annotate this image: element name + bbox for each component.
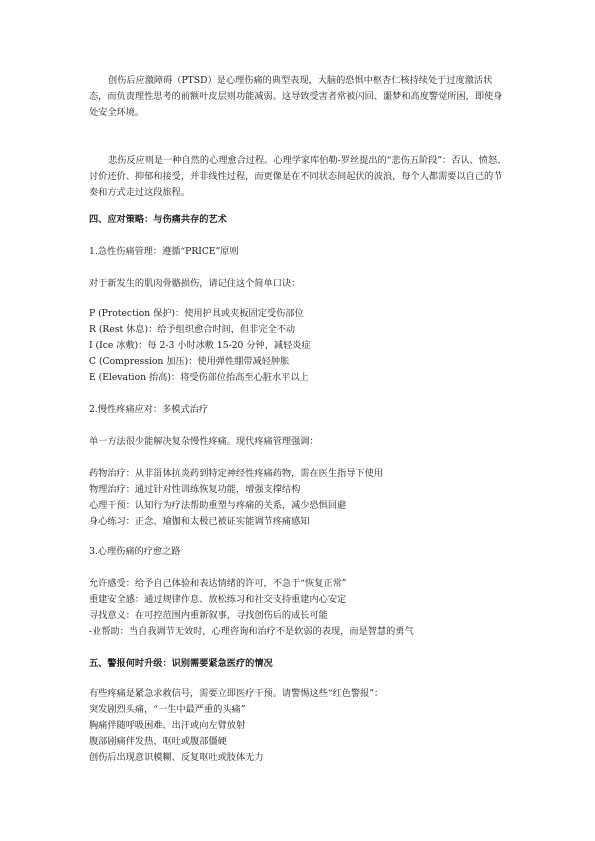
- list-item-healing-safety: 重建安全感：通过规律作息、放松练习和社交支持重建内心安定: [89, 594, 347, 605]
- list-item-price-e: E (Elevation 抬高)：将受伤部位抬高至心脏水平以上: [89, 372, 309, 383]
- subheading-chronic: 2.慢性疼痛应对：多模式治疗: [89, 404, 209, 415]
- subheading-healing: 3.心理伤痛的疗愈之路: [89, 546, 181, 557]
- chronic-intro: 单一方法很少能解决复杂慢性疼痛。现代疼痛管理强调：: [89, 436, 319, 447]
- list-item-price-c: C (Compression 加压)：使用弹性绷带减轻肿胀: [89, 356, 290, 367]
- paragraph-ptsd: 创伤后应激障碍（PTSD）是心理伤痛的典型表现，大脑的恐惧中枢杏仁核持续处于过度激活状态，而负责理性思考的前额叶皮层则功能减弱。这导致受害者常被闪回、噩梦和高度警觉所困，即使身处安全环境。: [89, 75, 503, 118]
- list-item-chronic-psych: 心理干预：认知行为疗法帮助重塑与疼痛的关系，减少恐惧回避: [89, 500, 347, 511]
- list-item-price-r: R (Rest 休息)：给予组织愈合时间，但非完全不动: [89, 324, 296, 335]
- list-item-price-i: I (Ice 冰敷)：每 2-3 小时冰敷 15-20 分钟，减轻炎症: [89, 340, 311, 351]
- list-item-chronic-physical: 物理治疗：通过针对性训练恢复功能，增强支撑结构: [89, 484, 301, 495]
- list-item-chronic-drug: 药物治疗：从非甾体抗炎药到特定神经性疼痛药物，需在医生指导下使用: [89, 468, 383, 479]
- list-item-alert-chest: 胸痛伴随呼吸困难、出汗或向左臂放射: [89, 720, 246, 731]
- list-item-alert-trauma: 创伤后出现意识模糊、反复呕吐或肢体无力: [89, 752, 264, 763]
- acute-intro: 对于新发生的肌肉骨骼损伤，请记住这个简单口诀：: [89, 278, 301, 289]
- list-item-healing-help: -业帮助：当自我调节无效时，心理咨询和治疗不是软弱的表现，而是智慧的勇气: [89, 626, 414, 637]
- list-item-healing-allow: 允许感受：给予自己体验和表达情绪的许可，不急于“恢复正常”: [89, 578, 347, 589]
- list-item-alert-abdomen: 腹部剧痛伴发热、呕吐或腹部僵硬: [89, 736, 227, 747]
- list-item-alert-headache: 突发剧烈头痛，“一生中最严重的头痛”: [89, 704, 246, 715]
- list-item-price-p: P (Protection 保护)：使用护具或夹板固定受伤部位: [89, 308, 304, 319]
- section-heading-4: 四、应对策略：与伤痛共存的艺术: [89, 214, 227, 225]
- section-heading-5: 五、警报何时升级：识别需要紧急医疗的情况: [89, 658, 273, 669]
- alerts-intro: 有些疼痛是紧急求救信号，需要立即医疗干预。请警惕这些“红色警报”：: [89, 688, 384, 699]
- list-item-healing-meaning: 寻找意义：在可控范围内重新叙事，寻找创伤后的成长可能: [89, 610, 328, 621]
- list-item-chronic-mindbody: 身心练习：正念、瑜伽和太极已被证实能调节疼痛感知: [89, 516, 310, 527]
- subheading-acute: 1.急性伤痛管理：遵循“PRICE”原则: [89, 246, 239, 257]
- paragraph-grief: 悲伤反应则是一种自然的心理愈合过程。心理学家库伯勒-罗丝提出的“悲伤五阶段”：否认、愤怒、讨价还价、抑郁和接受，并非线性过程，而更像是在不同状态间起伏的波浪，每个人都需要以自己的节奏和方式走过这段旅程。: [89, 155, 507, 198]
